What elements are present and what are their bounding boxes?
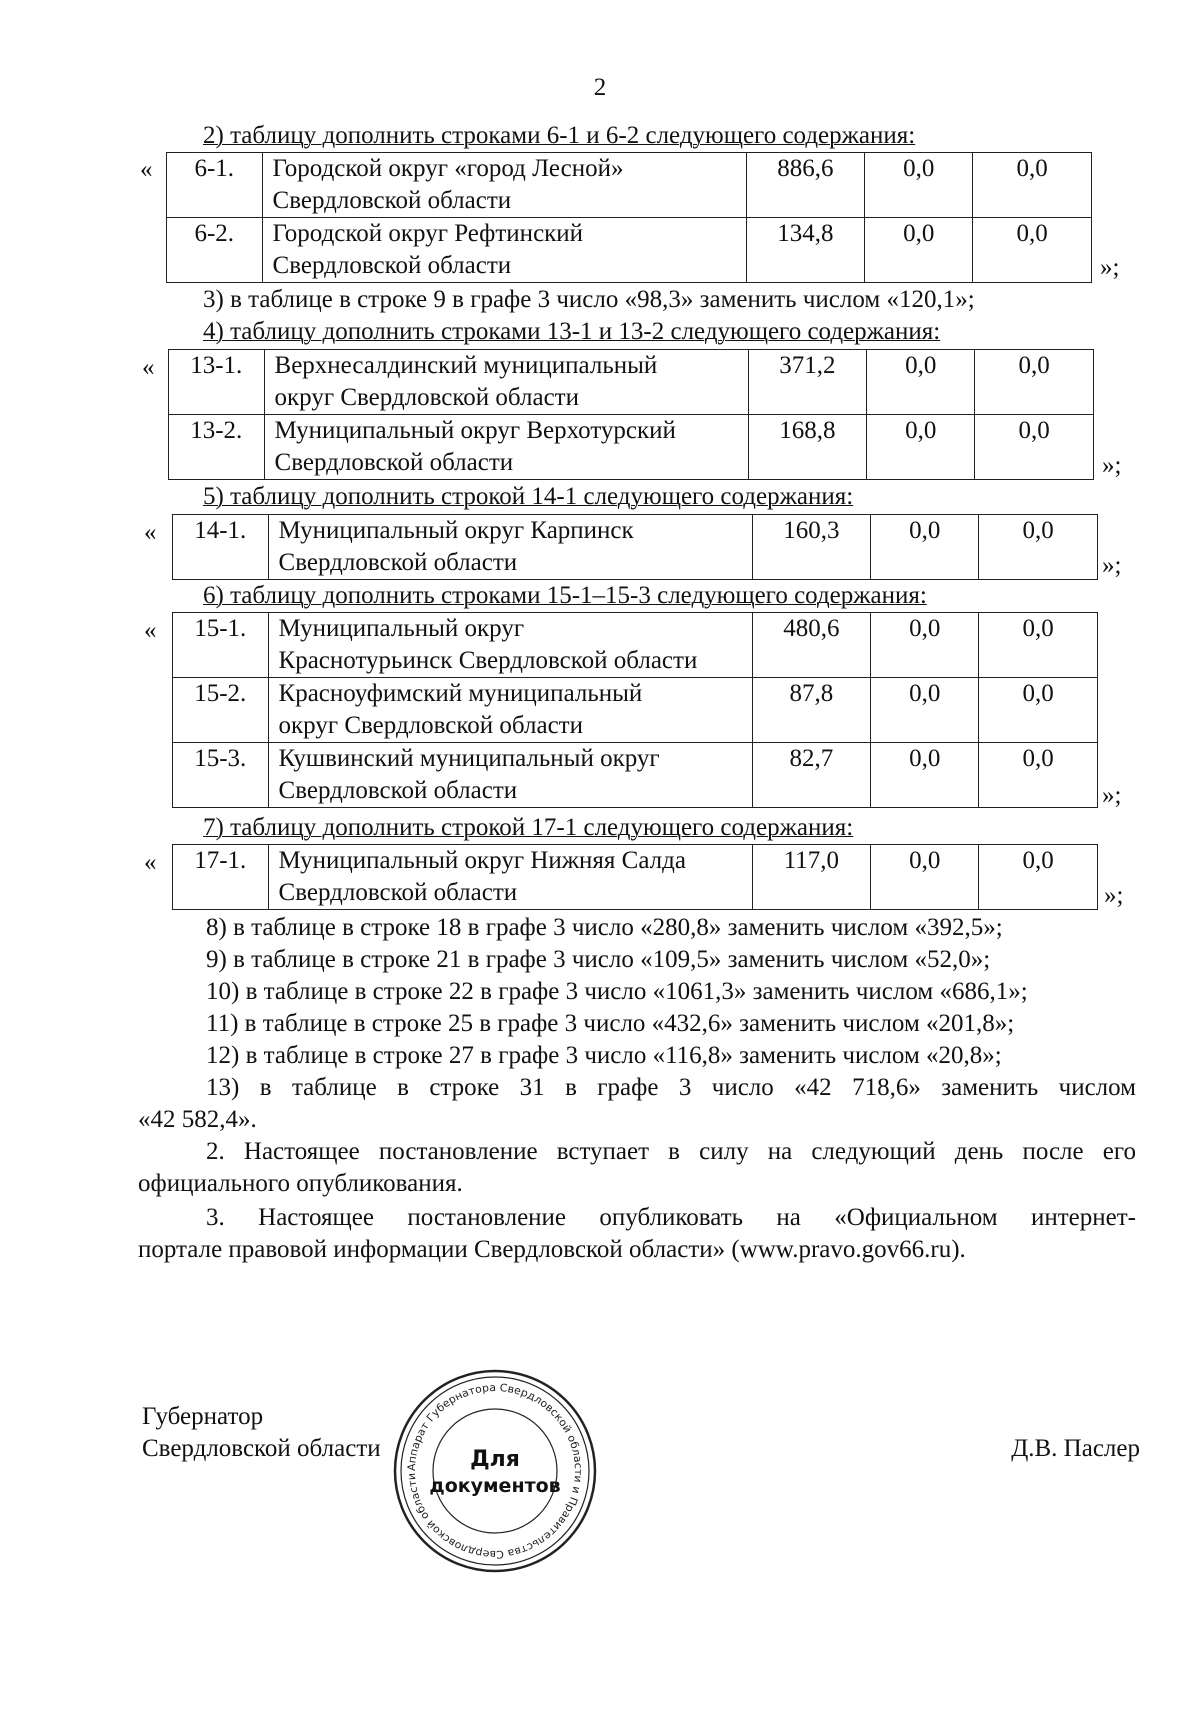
row-value-3: 0,0 <box>979 743 1098 808</box>
item-13-line2: «42 582,4». <box>138 1106 257 1133</box>
row-name-line2: Свердловской области <box>278 549 518 576</box>
row-number: 6-1. <box>167 153 263 218</box>
paragraph-2-line1: 2. Настоящее постановление вступает в силу на следующий день после его <box>206 1138 1136 1165</box>
item-9: 9) в таблице в строке 21 в графе 3 число «109,5» заменить числом «52,0»; <box>206 946 991 973</box>
row-name-line1: Городской округ Рефтинский <box>272 220 584 247</box>
table-15 <box>172 612 1098 808</box>
row-name <box>264 350 748 415</box>
row-number: 13-1. <box>169 350 265 415</box>
table-row <box>173 743 1098 808</box>
row-name-line2: Свердловской области <box>272 187 512 214</box>
row-name <box>262 218 746 283</box>
row-name-line2: округ Свердловской области <box>278 712 583 739</box>
row-value-1: 87,8 <box>752 678 871 743</box>
row-name <box>268 845 752 910</box>
table-row <box>169 415 1094 480</box>
row-name-line1: Верхнесалдинский муниципальный <box>274 352 658 379</box>
row-number: 15-3. <box>173 743 269 808</box>
page-number: 2 <box>593 74 607 101</box>
table-row <box>173 678 1098 743</box>
row-name <box>268 613 752 678</box>
item-10: 10) в таблице в строке 22 в графе 3 число «1061,3» заменить числом «686,1»; <box>206 978 1028 1005</box>
row-value-2: 0,0 <box>871 743 979 808</box>
row-value-3: 0,0 <box>979 678 1098 743</box>
quote-close: »; <box>1100 254 1120 281</box>
row-value-3: 0,0 <box>975 350 1094 415</box>
row-name-line1: Кушвинский муниципальный округ <box>278 745 660 772</box>
quote-open: « <box>144 617 157 644</box>
table-row <box>173 613 1098 678</box>
quote-open: « <box>144 849 157 876</box>
item-6: 6) таблицу дополнить строками 15-1–15-3 следующего содержания: <box>203 582 927 609</box>
row-name-line1: Муниципальный округ Карпинск <box>278 517 634 544</box>
row-value-3: 0,0 <box>979 845 1098 910</box>
paragraph-2-line2: официального опубликования. <box>138 1170 463 1197</box>
quote-close: »; <box>1102 782 1122 809</box>
item-8: 8) в таблице в строке 18 в графе 3 число «280,8» заменить числом «392,5»; <box>206 914 1003 941</box>
row-number: 15-1. <box>173 613 269 678</box>
paragraph-3-line1: 3. Настоящее постановление опубликовать на «Официальном интернет- <box>206 1204 1136 1231</box>
table-row <box>169 350 1094 415</box>
signature-title <box>142 1401 381 1465</box>
stamp-seal <box>390 1366 600 1576</box>
row-name <box>268 743 752 808</box>
table-row <box>167 153 1092 218</box>
row-value-3: 0,0 <box>973 153 1092 218</box>
row-name-line1: Муниципальный округ Нижняя Салда <box>278 847 686 874</box>
signature-name: Д.В. Паслер <box>1011 1435 1140 1462</box>
signature-title-line2: Свердловской области <box>142 1435 381 1462</box>
row-name-line1: Муниципальный округ Верхотурский <box>274 417 676 444</box>
row-value-2: 0,0 <box>871 515 979 580</box>
row-value-2: 0,0 <box>871 613 979 678</box>
row-value-2: 0,0 <box>867 350 975 415</box>
row-value-3: 0,0 <box>979 613 1098 678</box>
stamp-center-line2: документов <box>429 1475 561 1497</box>
row-value-1: 480,6 <box>752 613 871 678</box>
item-3: 3) в таблице в строке 9 в графе 3 число «98,3» заменить числом «120,1»; <box>203 286 975 313</box>
row-name-line2: Свердловской области <box>274 449 514 476</box>
stamp-center-line1: Для <box>470 1447 520 1472</box>
table-6 <box>166 152 1092 283</box>
table-row <box>173 845 1098 910</box>
row-name <box>268 678 752 743</box>
quote-close: »; <box>1102 552 1122 579</box>
quote-open: « <box>142 354 155 381</box>
row-name <box>264 415 748 480</box>
row-number: 14-1. <box>173 515 269 580</box>
row-value-2: 0,0 <box>865 153 973 218</box>
table-row <box>167 218 1092 283</box>
row-name-line2: Свердловской области <box>278 777 518 804</box>
row-value-2: 0,0 <box>865 218 973 283</box>
row-value-3: 0,0 <box>973 218 1092 283</box>
quote-open: « <box>140 156 153 183</box>
item-4: 4) таблицу дополнить строками 13-1 и 13-2 следующего содержания: <box>203 318 941 345</box>
row-name-line2: округ Свердловской области <box>274 384 579 411</box>
row-name-line2: Свердловской области <box>272 252 512 279</box>
stamp-ring-text: Аппарат Губернатора Свердловской области и Правительства Свердловской области <box>405 1381 585 1561</box>
row-number: 13-2. <box>169 415 265 480</box>
row-value-1: 886,6 <box>746 153 865 218</box>
table-17 <box>172 844 1098 910</box>
row-value-1: 371,2 <box>748 350 867 415</box>
row-value-2: 0,0 <box>871 678 979 743</box>
row-value-1: 168,8 <box>748 415 867 480</box>
row-number: 15-2. <box>173 678 269 743</box>
row-value-1: 82,7 <box>752 743 871 808</box>
item-11: 11) в таблице в строке 25 в графе 3 число «432,6» заменить числом «201,8»; <box>206 1010 1015 1037</box>
row-value-3: 0,0 <box>975 415 1094 480</box>
paragraph-3-line2: портале правовой информации Свердловской области» (www.pravo.gov66.ru). <box>138 1236 966 1263</box>
row-value-1: 160,3 <box>752 515 871 580</box>
item-2: 2) таблицу дополнить строками 6-1 и 6-2 следующего содержания: <box>203 122 916 149</box>
quote-close: »; <box>1102 452 1122 479</box>
row-value-3: 0,0 <box>979 515 1098 580</box>
item-7: 7) таблицу дополнить строкой 17-1 следующего содержания: <box>203 814 854 841</box>
quote-open: « <box>144 519 157 546</box>
row-name-line2: Свердловской области <box>278 879 518 906</box>
item-5: 5) таблицу дополнить строкой 14-1 следующего содержания: <box>203 483 854 510</box>
item-13-line1: 13) в таблице в строке 31 в графе 3 число «42 718,6» заменить числом <box>206 1074 1136 1101</box>
quote-close: »; <box>1104 882 1124 909</box>
row-number: 6-2. <box>167 218 263 283</box>
row-name <box>268 515 752 580</box>
table-13 <box>168 349 1094 480</box>
row-name-line1: Муниципальный округ <box>278 615 525 642</box>
row-name-line1: Городской округ «город Лесной» <box>272 155 624 182</box>
row-value-1: 134,8 <box>746 218 865 283</box>
row-name-line2: Краснотурьинск Свердловской области <box>278 647 698 674</box>
table-row <box>173 515 1098 580</box>
row-name-line1: Красноуфимский муниципальный <box>278 680 643 707</box>
row-value-1: 117,0 <box>752 845 871 910</box>
row-value-2: 0,0 <box>871 845 979 910</box>
item-12: 12) в таблице в строке 27 в графе 3 число «116,8» заменить числом «20,8»; <box>206 1042 1002 1069</box>
signature-title-line1: Губернатор <box>142 1403 264 1430</box>
row-number: 17-1. <box>173 845 269 910</box>
row-value-2: 0,0 <box>867 415 975 480</box>
row-name <box>262 153 746 218</box>
table-14 <box>172 514 1098 580</box>
